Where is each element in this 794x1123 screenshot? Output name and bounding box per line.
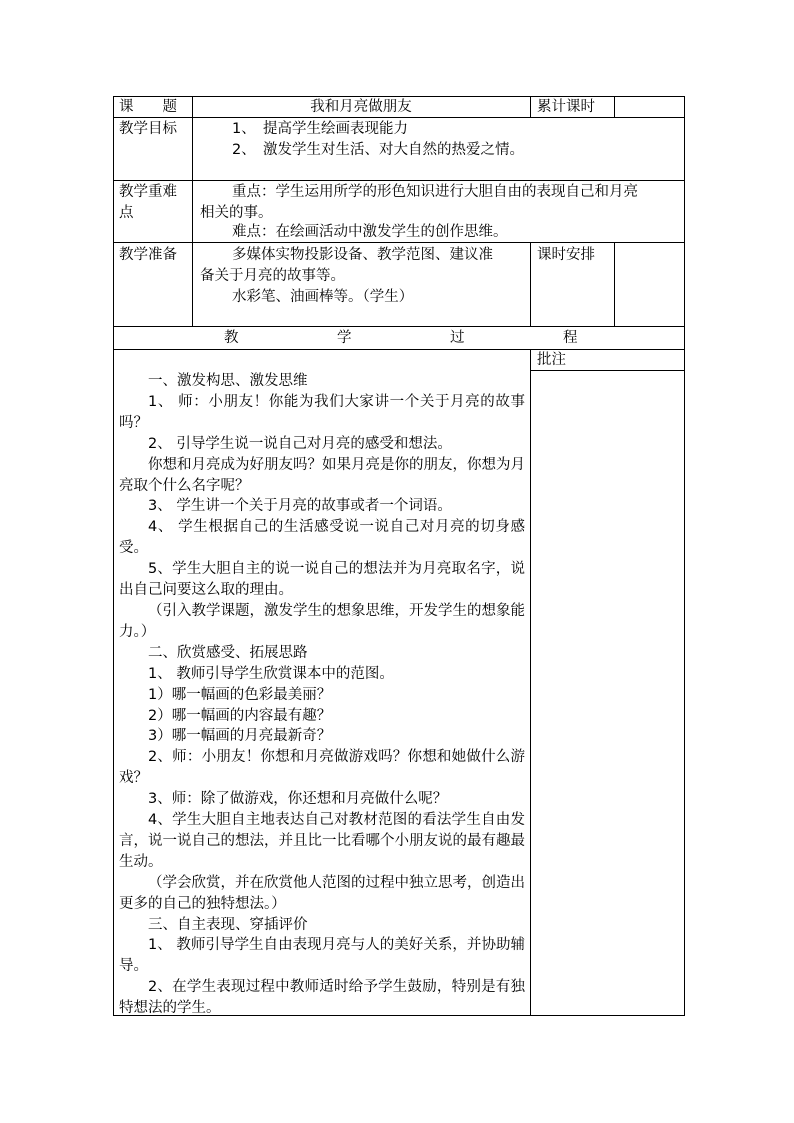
col-border	[192, 96, 193, 327]
process-body	[119, 371, 525, 1019]
process-title-char: 程	[563, 330, 578, 346]
objective-item: 2、 激发学生对生活、对大自然的热爱之情。	[232, 142, 524, 158]
process-paragraph: 3、 学生讲一个关于月亮的故事或者一个词语。	[148, 498, 452, 515]
col-border	[614, 96, 615, 118]
objective-item: 1、 提高学生绘画表现能力	[232, 121, 408, 137]
process-paragraph: （学会欣赏，并在欣赏他人范图的过程中独立思考，创造出更多的自己的独特想法。）	[119, 874, 525, 912]
process-paragraph: 一、激发构思、激发思维	[148, 373, 308, 389]
process-paragraph: 1、 教师引导学生自由表现月亮与人的美好关系，并协助辅导。	[119, 937, 525, 975]
col-border	[614, 242, 615, 327]
row-border	[113, 180, 685, 181]
process-paragraph: 二、欣赏感受、拓展思路	[148, 644, 308, 661]
row-border	[530, 370, 685, 371]
difficulty-text: 难点：在绘画活动中激发学生的创作思维。	[232, 224, 508, 240]
preparation-text-cont: 备关于月亮的故事等。	[200, 268, 345, 284]
process-paragraph: 4、 学生根据自己的生活感受说一说自己对月亮的切身感受。	[119, 519, 525, 557]
subject-label: 课 题	[119, 99, 177, 115]
process-paragraph: 4、学生大胆自主地表达自己对教材范图的看法学生自由发言，说一说自己的想法，并且比一比看哪个小朋友说的最有趣最生动。	[119, 812, 525, 870]
preparation-label: 教学准备	[119, 247, 177, 263]
process-paragraph: 5、学生大胆自主的说一说自己的想法并为月亮取名字，说出自己问要这么取的理由。	[119, 561, 525, 599]
schedule-label: 课时安排	[537, 247, 595, 263]
col-border	[530, 242, 531, 327]
process-paragraph: 1、 教师引导学生欣赏课本中的范图。	[148, 665, 394, 682]
subject-title: 我和月亮做朋友	[310, 99, 412, 115]
col-border	[530, 96, 531, 118]
col-border	[113, 96, 114, 1016]
process-paragraph: （引入教学课题，激发学生的想象思维，开发学生的想象能力。）	[119, 602, 525, 640]
process-paragraph: 1）哪一幅画的色彩最美丽？	[148, 686, 332, 703]
process-paragraph: 2、 引导学生说一说自己对月亮的感受和想法。	[148, 435, 452, 452]
process-title-char: 过	[450, 330, 465, 346]
process-paragraph: 三、自主表现、穿插评价	[148, 916, 308, 933]
process-paragraph: 2、师：小朋友！你想和月亮做游戏吗？你想和她做什么游戏？	[119, 749, 525, 787]
student-materials: 水彩笔、油画棒等。（学生）	[232, 289, 414, 305]
notes-label: 批注	[537, 352, 566, 368]
row-border	[113, 349, 685, 350]
process-paragraph: 2）哪一幅画的内容最有趣？	[148, 707, 332, 724]
row-border	[113, 242, 685, 243]
key-points-label-cont: 点	[119, 205, 134, 221]
process-paragraph: 你想和月亮成为好朋友吗？如果月亮是你的朋友，你想为月亮取个什么名字呢？	[119, 456, 525, 494]
col-border	[530, 349, 531, 1016]
process-paragraph: 3、师：除了做游戏，你还想和月亮做什么呢？	[148, 791, 448, 808]
cumulative-hours-label: 累计课时	[537, 99, 595, 115]
process-paragraph: 3）哪一幅画的月亮最新奇？	[148, 728, 332, 745]
focus-text-cont: 相关的事。	[200, 205, 273, 221]
objectives-label: 教学目标	[119, 121, 177, 137]
process-title-char: 教	[224, 330, 239, 346]
row-border	[113, 326, 685, 327]
preparation-text: 多媒体实物投影设备、教学范图、建议准	[232, 247, 493, 263]
row-border	[113, 117, 685, 118]
focus-text: 重点：学生运用所学的形色知识进行大胆自由的表现自己和月亮	[232, 184, 638, 200]
key-points-label: 教学重难	[119, 184, 177, 200]
col-border	[684, 96, 685, 1016]
process-paragraph: 2、在学生表现过程中教师适时给予学生鼓励，特别是有独特想法的学生。	[119, 979, 525, 1017]
process-title-char: 学	[337, 330, 352, 346]
process-paragraph: 1、 师：小朋友！你能为我们大家讲一个关于月亮的故事吗？	[119, 393, 525, 431]
